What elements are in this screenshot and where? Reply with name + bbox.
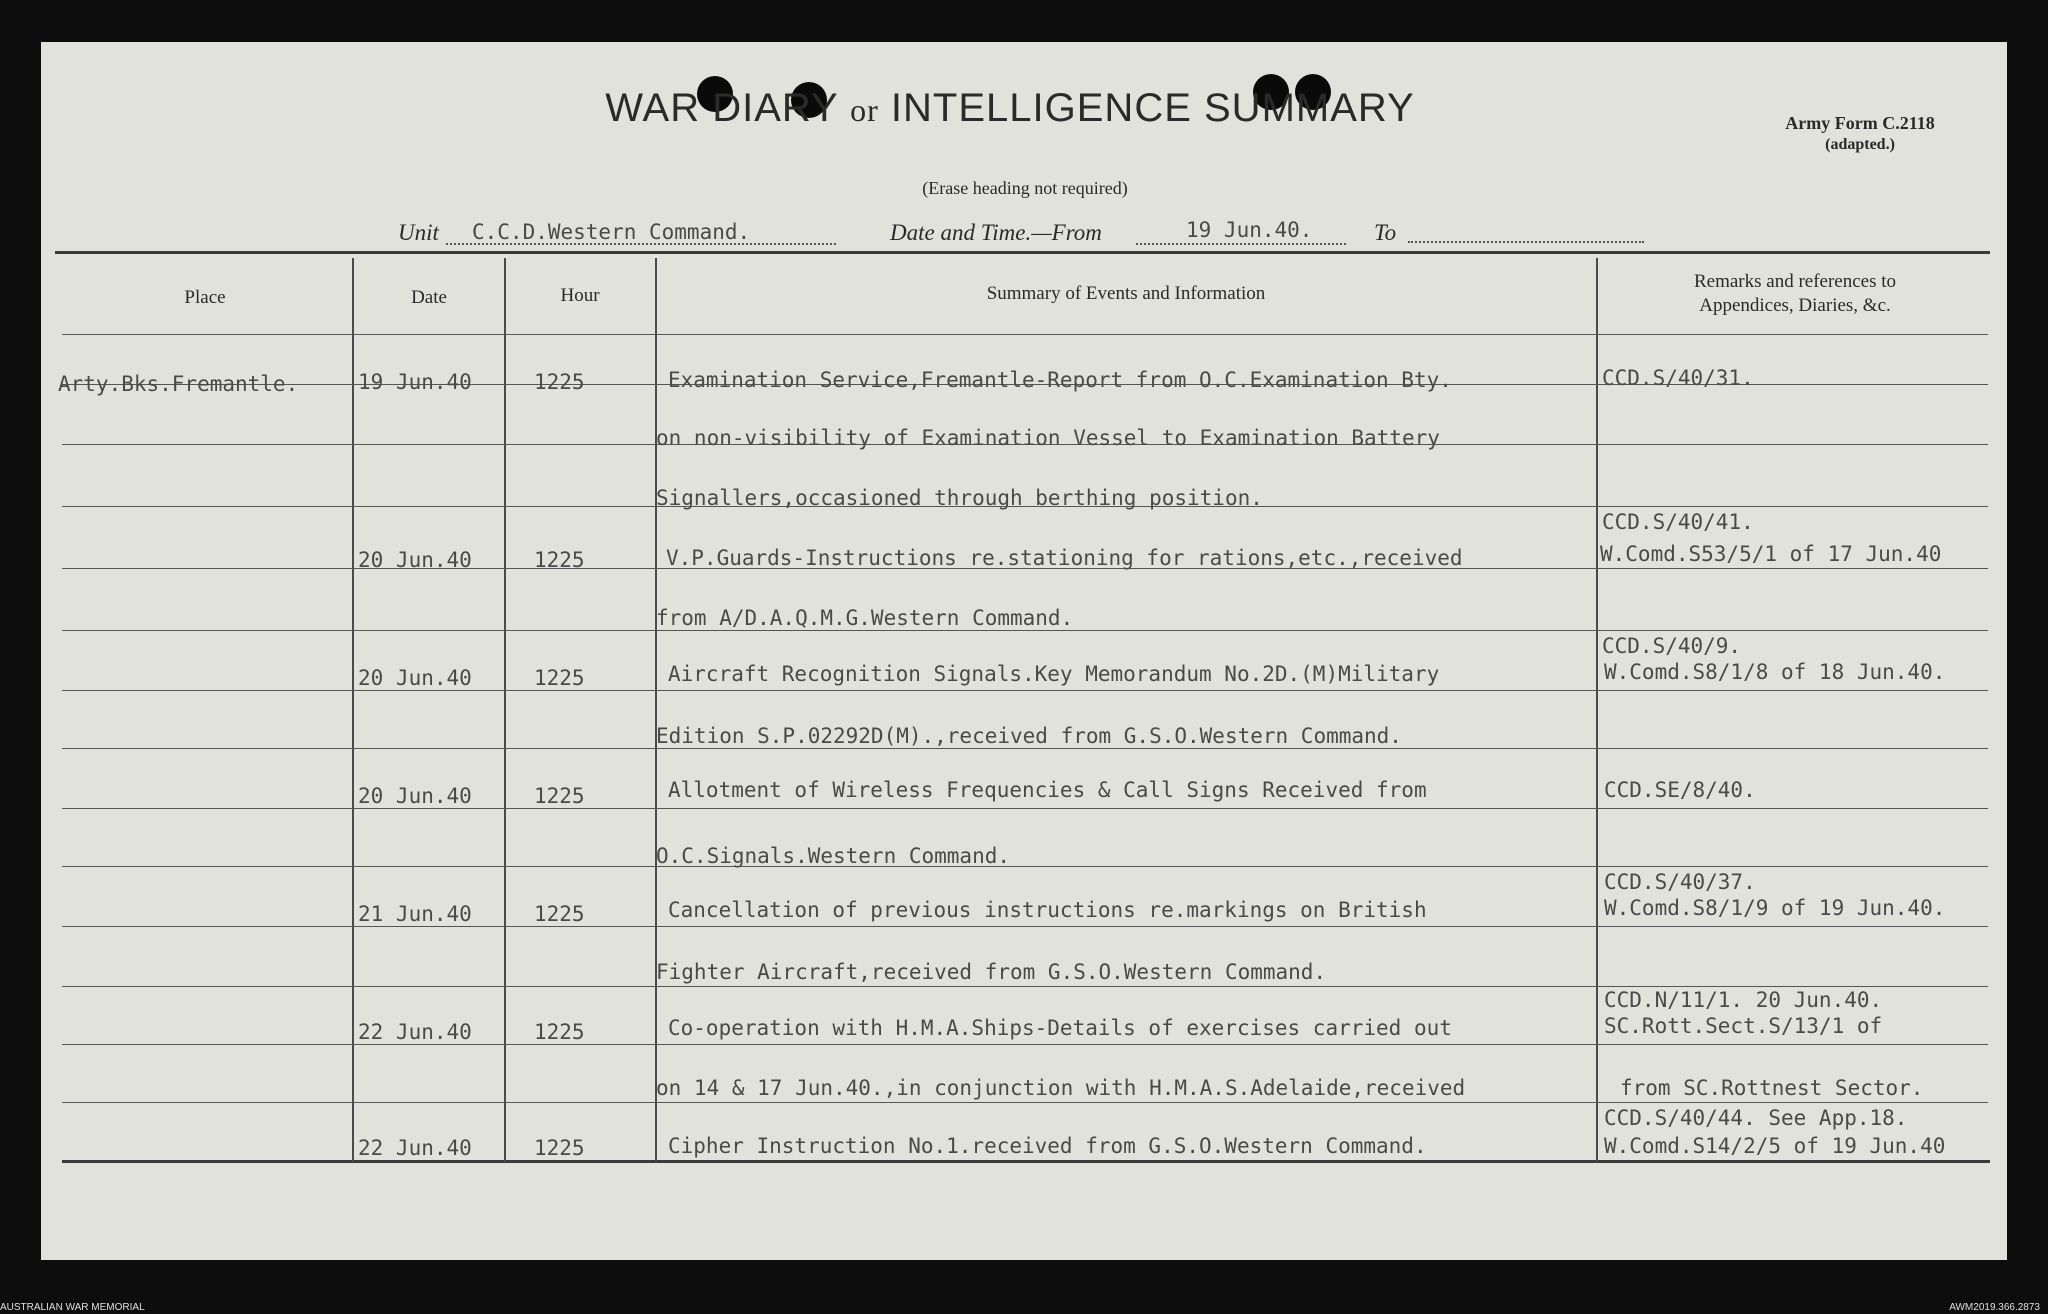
- entry-summary-line: on 14 & 17 Jun.40.,in conjunction with H.M.A.S.Adelaide,received: [656, 1076, 1466, 1100]
- entry-summary-line: Fighter Aircraft,received from G.S.O.Western Command.: [656, 960, 1327, 984]
- entry-remark: CCD.SE/8/40.: [1604, 778, 1756, 802]
- header-remarks-line2: Appendices, Diaries, &c.: [1699, 295, 1891, 316]
- entry-remark: W.Comd.S8/1/8 of 18 Jun.40.: [1604, 660, 1946, 684]
- entry-summary-line: V.P.Guards-Instructions re.stationing for rations,etc.,received: [666, 546, 1463, 570]
- row-rule: [62, 630, 1988, 631]
- entry-remark: SC.Rott.Sect.S/13/1 of: [1604, 1014, 1883, 1038]
- title-intelligence-summary: INTELLIGENCE SUMMARY: [890, 86, 1415, 130]
- archive-source: AUSTRALIAN WAR MEMORIAL: [0, 1302, 145, 1313]
- date-from-value: 19 Jun.40.: [1186, 218, 1313, 242]
- form-title: [560, 86, 1460, 131]
- column-divider: [504, 258, 506, 1162]
- entry-hour: 1225: [534, 666, 585, 690]
- entry-summary-line: from A/D.A.Q.M.G.Western Command.: [656, 606, 1074, 630]
- entry-date: 22 Jun.40: [358, 1136, 472, 1160]
- entry-date: 20 Jun.40: [358, 666, 472, 690]
- entry-summary-line: O.C.Signals.Western Command.: [656, 844, 1011, 868]
- entry-remark: CCD.S/40/44. See App.18.: [1604, 1106, 1908, 1130]
- row-rule: [62, 1044, 1988, 1045]
- entry-remark: CCD.N/11/1. 20 Jun.40.: [1604, 988, 1883, 1012]
- entry-summary-line: Aircraft Recognition Signals.Key Memorandum No.2D.(M)Military: [668, 662, 1440, 686]
- entry-remark: CCD.S/40/41.: [1602, 510, 1754, 534]
- entry-hour: 1225: [534, 1020, 585, 1044]
- entry-hour: 1225: [534, 548, 585, 572]
- entry-hour: 1225: [534, 1136, 585, 1160]
- row-rule: [62, 748, 1988, 749]
- to-dotted-line: [1408, 241, 1644, 243]
- entry-remark: W.Comd.S14/2/5 of 19 Jun.40: [1604, 1134, 1946, 1158]
- to-label: To: [1374, 220, 1397, 245]
- archive-reference: AWM2019.366.2873: [1949, 1302, 2040, 1313]
- entry-hour: 1225: [534, 902, 585, 926]
- header-place: Place: [184, 287, 226, 308]
- entry-summary-line: Signallers,occasioned through berthing position.: [656, 486, 1263, 510]
- entry-summary-line: Cipher Instruction No.1.received from G.S.O.Western Command.: [668, 1134, 1427, 1158]
- row-rule: [62, 334, 1988, 335]
- column-divider: [655, 258, 657, 1162]
- entry-date: 22 Jun.40: [358, 1020, 472, 1044]
- entry-remark: W.Comd.S8/1/9 of 19 Jun.40.: [1604, 896, 1946, 920]
- entry-hour: 1225: [534, 784, 585, 808]
- entry-summary-line: Co-operation with H.M.A.Ships-Details of exercises carried out: [668, 1016, 1452, 1040]
- entry-summary-line: Examination Service,Fremantle-Report from O.C.Examination Bty.: [668, 368, 1452, 392]
- title-or: or: [850, 92, 879, 128]
- header-date: Date: [411, 287, 447, 308]
- entry-date: 20 Jun.40: [358, 548, 472, 572]
- form-note: (adapted.): [1825, 136, 1895, 153]
- unit-label: Unit: [398, 220, 439, 245]
- column-divider: [1596, 258, 1598, 1162]
- entry-summary-line: Cancellation of previous instructions re.markings on British: [668, 898, 1427, 922]
- form-number: Army Form C.2118: [1785, 113, 1935, 133]
- table-top-border: [55, 251, 1990, 254]
- title-war-diary: WAR DIARY: [605, 86, 839, 130]
- entry-summary-line: Allotment of Wireless Frequencies & Call Signs Received from: [668, 778, 1427, 802]
- entry-summary-line: on non-visibility of Examination Vessel to Examination Battery: [656, 426, 1440, 450]
- entry-date: 20 Jun.40: [358, 784, 472, 808]
- date-from-dotted-line: [1136, 243, 1346, 245]
- entry-date: 19 Jun.40: [358, 370, 472, 394]
- entry-remark: CCD.S/40/31.: [1602, 366, 1754, 390]
- form-subtitle: (Erase heading not required): [922, 178, 1128, 198]
- entry-remark: from SC.Rottnest Sector.: [1620, 1076, 1924, 1100]
- date-from-label: Date and Time.—From: [890, 220, 1102, 245]
- header-summary: Summary of Events and Information: [986, 283, 1266, 304]
- entry-summary-line: Edition S.P.02292D(M).,received from G.S.O.Western Command.: [656, 724, 1402, 748]
- header-remarks-line1: Remarks and references to: [1693, 271, 1897, 292]
- entry-remark: W.Comd.S53/5/1 of 17 Jun.40: [1600, 542, 1942, 566]
- entry-remark: CCD.S/40/9.: [1602, 634, 1742, 658]
- row-rule: [62, 1102, 1988, 1103]
- entry-remark: CCD.S/40/37.: [1604, 870, 1756, 894]
- entry-hour: 1225: [534, 370, 585, 394]
- row-rule: [62, 866, 1988, 867]
- header-remarks: [1600, 270, 1990, 318]
- row-rule: [62, 690, 1988, 691]
- row-rule: [62, 986, 1988, 987]
- form-number-block: [1740, 112, 1980, 156]
- column-divider: [352, 258, 354, 1162]
- row-rule: [62, 808, 1988, 809]
- place-value: Arty.Bks.Fremantle.: [58, 372, 299, 396]
- unit-value: C.C.D.Western Command.: [472, 220, 751, 244]
- row-rule: [62, 926, 1988, 927]
- header-hour: Hour: [560, 285, 600, 306]
- entry-date: 21 Jun.40: [358, 902, 472, 926]
